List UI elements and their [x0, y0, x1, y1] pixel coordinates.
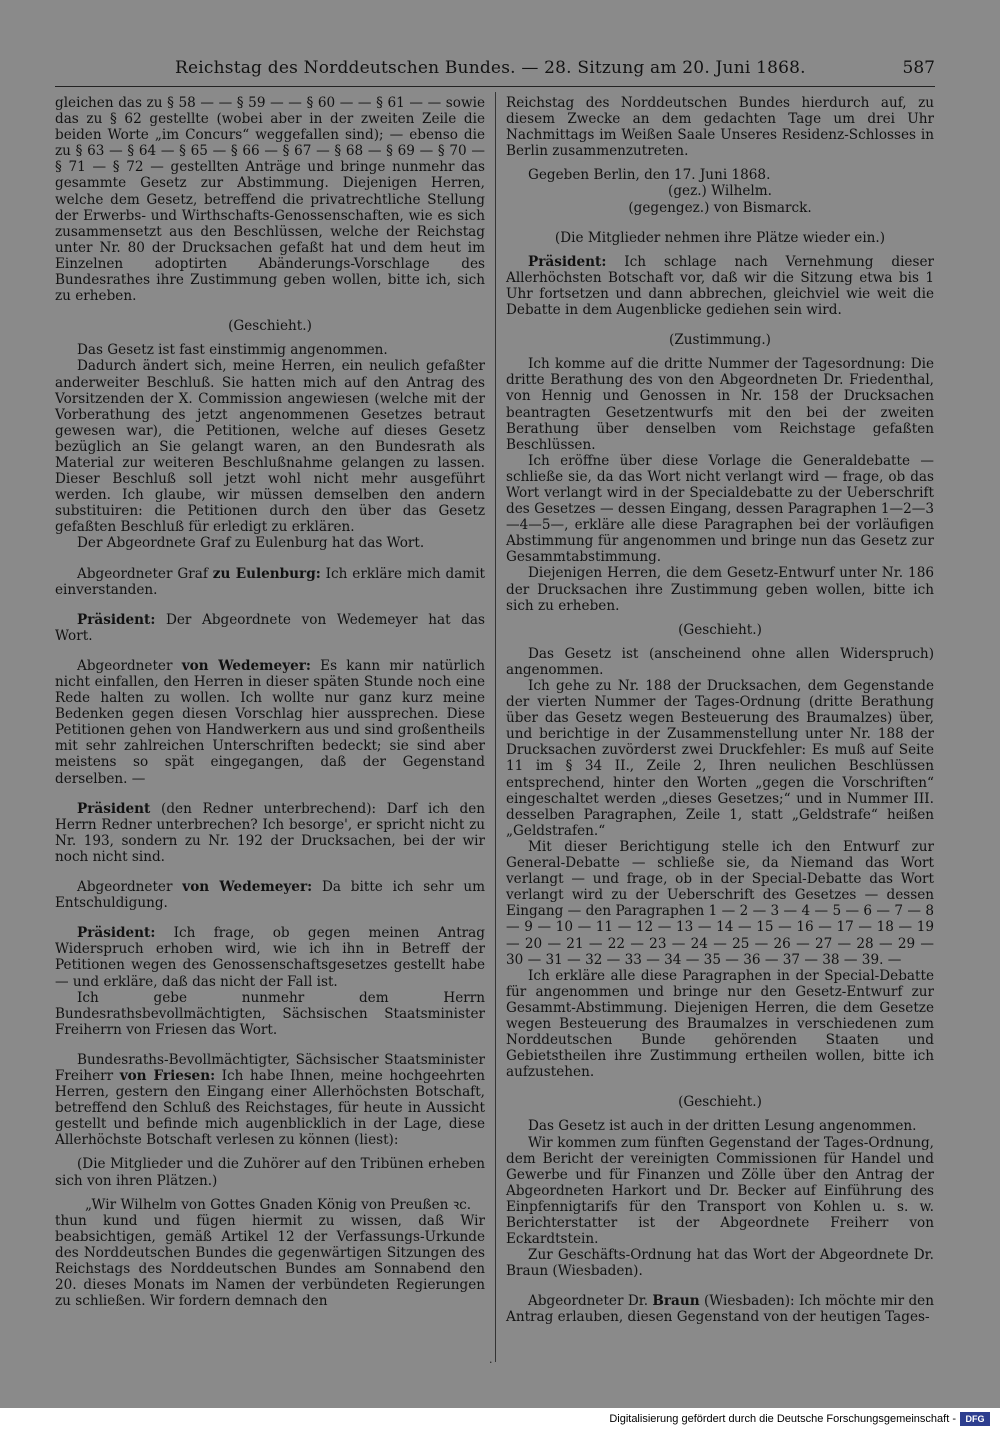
decree-date: Gegeben Berlin, den 17. Juni 1868.	[528, 167, 771, 184]
dfg-logo: DFG	[960, 1412, 990, 1426]
speaker-name: von Friesen:	[119, 1067, 216, 1084]
speech	[55, 1052, 485, 1149]
speaker-name: zu Eulenburg:	[212, 565, 321, 582]
speech-text: Der Abgeordnete von Wedemeyer hat das Wort.	[55, 611, 485, 644]
speaker-name: von Wedemeyer:	[182, 879, 313, 896]
stage-direction: (Geschieht.)	[678, 621, 762, 638]
paragraph: Ich gebe nunmehr dem Herrn Bundesrathsbevollmächtigten, Sächsischen Staatsminister Freiherrn von Friesen das Wort.	[55, 989, 485, 1038]
speech	[506, 254, 934, 318]
speech-text: (den Redner unterbrechend): Darf ich den Herrn Redner unterbrechen? Ich besorge', er spricht nicht zu Nr. 193, sondern zu Nr. 192 der Drucksachen, bei der wir noch nicht sind.	[55, 800, 485, 865]
signature: (gez.) Wilhelm.	[668, 183, 772, 200]
paragraph: Ich komme auf die dritte Nummer der Tagesordnung: Die dritte Berathung des von den Abgeordneten Dr. Friedenthal, von Hennig und Genossen in Nr. 158 der Drucksachen beantragten Gesetzentwurfs mit den bei der zweiten Berathung über denselben vom Reichstage gefaßten Beschlüssen.	[506, 356, 934, 453]
column-divider	[495, 92, 496, 1362]
right-column	[506, 95, 934, 1326]
stage-direction: (Geschieht.)	[678, 1094, 762, 1111]
speech-text: (Wiesbaden): Ich möchte mir den Antrag erlauben, diesen Gegenstand von der heutigen Tages-	[506, 1293, 934, 1326]
paragraph: Ich gehe zu Nr. 188 der Drucksachen, dem Gegenstande der vierten Nummer der Tages-Ordnung (dritte Berathung über das Gesetz wegen Besteuerung des Braumalzes) über, und berichtige in der Zusammenstellung unter Nr. 188 der Drucksachen zuvörderst zwei Druckfehler: Es muß auf Seite 11 im § 34 II., Zeile 2, Ihren neulichen Beschlüssen entsprechend, hinter den Worten „gegen die Vorschriften“ eingeschaltet werden „dieses Gesetzes;“ und in Nummer III. desselben Paragraphen, Zeile 1, statt „Geldstrafe“ heißen „Geldstrafen.“	[506, 678, 934, 839]
decree-opening: „Wir Wilhelm von Gottes Gnaden König von Preußen ꝛc.	[85, 1196, 472, 1213]
page-number: 587	[902, 58, 935, 78]
paragraph: Wir kommen zum fünften Gegenstand der Tages-Ordnung, dem Bericht der vereinigten Commissionen für Handel und Gewerbe und für Finanzen und Zölle über den Antrag der Abgeordneten Harkort und Dr. Becker auf Einführung des Einpfennigtarifs für den Transport von Kohlen u. s. w. Berichterstatter ist der Abgeordnete Freiherr von Eckardtstein.	[506, 1134, 934, 1248]
paragraph: Dadurch ändert sich, meine Herren, ein neulich gefaßter anderweiter Beschluß. Sie hatten mich auf den Antrag des Vorsitzenden der X. Commission angewiesen (welche mit der Vorberathung des jetzt angenommenen Gesetzes betraut gewesen war), die Petitionen, welche auf dieses Gesetz bezüglich an Sie gelangt waren, an den Bundesrath als Material zur weiteren Beschlußnahme gelangen zu lassen. Dieser Beschluß soll jetzt wohl nicht mehr ausgeführt werden. Ich glaube, wir müssen demselben den andern substituiren: die Petitionen durch den über das Gesetz gefaßten Beschluß für erledigt zu erklären.	[55, 358, 485, 536]
stage-direction: (Zustimmung.)	[669, 332, 771, 349]
page-header	[55, 58, 935, 84]
speaker-name: Präsident:	[77, 611, 156, 628]
speech	[55, 801, 485, 865]
speech-text: Ich erkläre mich damit einverstanden.	[55, 565, 486, 598]
ink-mark: ·	[489, 1356, 493, 1369]
paragraph: Ich eröffne über diese Vorlage die Generaldebatte — schließe sie, da das Wort nicht verlangt wird — frage, ob das Wort verlangt wird in der Specialdebatte zu der Ueberschrift des Gesetzes — dessen Eingang, dessen Paragraphen 1—2—3—4—5—, erkläre alle diese Paragraphen bei der vorläufigen Abstimmung für angenommen und bringe nun das Gesetz zur Gesammtabstimmung.	[506, 452, 934, 566]
speaker-name: Präsident:	[77, 925, 156, 942]
speech-text: Da bitte ich sehr um Entschuldigung.	[55, 879, 485, 912]
paragraph: Das Gesetz ist auch in der dritten Lesung angenommen.	[528, 1118, 917, 1135]
stage-direction: (Geschieht.)	[228, 318, 312, 335]
speech-text: Ich frage, ob gegen meinen Antrag Widerspruch erhoben wird, wie ich ihn in Betreff der Petitionen wegen des Genossenschaftsgesetzes gestellt habe — und erkläre, daß das nicht der Fall ist.	[55, 925, 485, 990]
speaker-name: Braun	[652, 1293, 700, 1310]
paragraph: Zur Geschäfts-Ordnung hat das Wort der Abgeordnete Dr. Braun (Wiesbaden).	[506, 1247, 934, 1280]
speaker-prefix: Bundesraths-Bevollmächtigter, Sächsischer Staatsminister Freiherr	[55, 1051, 485, 1084]
speaker-prefix: Abgeordneter Dr.	[528, 1293, 653, 1310]
digitization-footer	[0, 1408, 1000, 1432]
speech	[55, 612, 485, 644]
speech	[55, 879, 485, 911]
speaker-prefix: Abgeordneter	[77, 657, 182, 674]
speaker-name: Präsident:	[528, 253, 607, 270]
speech	[55, 925, 485, 989]
header-rule	[55, 86, 935, 87]
decree-text: Reichstag des Norddeutschen Bundes hierdurch auf, zu diesem Zwecke an dem gedachten Tage um drei Uhr Nachmittags im Weißen Saale Unseres Residenz-Schlosses in Berlin zusammenzutreten.	[506, 95, 934, 160]
speaker-name: von Wedemeyer:	[181, 657, 311, 674]
left-column	[55, 95, 485, 1309]
paragraph: Ich erkläre alle diese Paragraphen in der Special-Debatte für angenommen und bringe nur den Gesetz-Entwurf zur Gesammt-Abstimmung. Diejenigen Herren, die dem Gesetze wegen Besteuerung des Braumalzes in verschiedenen zum Norddeutschen Bunde gehörenden Staaten und Gebietstheilen ihre Zustimmung ertheilen wollen, bitte ich aufzustehen.	[506, 967, 934, 1081]
speech	[506, 1293, 934, 1325]
speech	[55, 658, 485, 787]
paragraph: Der Abgeordnete Graf zu Eulenburg hat das Wort.	[77, 535, 425, 552]
stage-direction: (Die Mitglieder und die Zuhörer auf den Tribünen erheben sich von ihren Plätzen.)	[55, 1156, 485, 1189]
speech-text: Ich schlage nach Vernehmung dieser Allerhöchsten Botschaft vor, daß wir die Sitzung etwa bis 1 Uhr fortsetzen und dann abbrechen, gleichviel wie weit die Debatte in dem Augenblicke gediehen sein wird.	[506, 253, 934, 319]
speaker-prefix: Abgeordneter Graf	[77, 565, 213, 582]
speech-text: Es kann mir natürlich nicht einfallen, den Herren in dieser späten Stunde noch eine Rede halten zu wollen. Ich wollte nur ganz kurz meine Bedenken gegen diesen Vorschlag hier aussprechen. Diese Petitionen gehen von Handwerkern aus und sind großentheils mit sehr zahlreichen Unterschriften bedeckt; sie sind aber meistens so spät eingegangen, daß der Gegenstand derselben. —	[55, 657, 485, 787]
speaker-prefix: Abgeordneter	[77, 879, 183, 896]
paragraph: Diejenigen Herren, die dem Gesetz-Entwurf unter Nr. 186 der Drucksachen ihre Zustimmung geben wollen, bitte ich sich zu erheben.	[506, 565, 934, 614]
stage-direction: (Die Mitglieder nehmen ihre Plätze wieder ein.)	[554, 229, 886, 246]
speaker-name: Präsident	[77, 800, 151, 817]
paragraph: Mit dieser Berichtigung stelle ich den Entwurf zur General-Debatte — schließe sie, da Niemand das Wort verlangt — und frage, ob in der Special-Debatte das Wort verlangt wird zu der Ueberschrift des Gesetzes — dessen Eingang — den Paragraphen 1 — 2 — 3 — 4 — 5 — 6 — 7 — 8 — 9 — 10 — 11 — 12 — 13 — 14 — 15 — 16 — 17 — 18 — 19 — 20 — 21 — 22 — 23 — 24 — 25 — 26 — 27 — 28 — 29 — 30 — 31 — 32 — 33 — 34 — 35 — 36 — 37 — 38 — 39. —	[506, 838, 934, 968]
countersignature: (gegengez.) von Bismarck.	[628, 199, 812, 216]
footer-credit: Digitalisierung gefördert durch die Deutsche Forschungsgemeinschaft -	[609, 1413, 956, 1425]
paragraph: gleichen das zu § 58 — — § 59 — — § 60 — — § 61 — — sowie das zu § 62 gestellte (wobei aber in der zweiten Zeile die beiden Worte „im Concurs“ weggefallen sind); — ebenso die zu § 63 — § 64 — § 65 — § 66 — § 67 — § 68 — § 69 — § 70 — § 71 — § 72 — gestellten Anträge und bringe nunmehr das gesammte Gesetz zur Abstimmung. Diejenigen Herren, welche dem Gesetz, betreffend die privatrechtliche Stellung der Erwerbs- und Wirthschafts-Genossenschaften, wie es sich zusammensetzt aus den Beschlüssen, welche der Reichstag unter Nr. 80 der Drucksachen gefaßt hat und dem heut im Einzelnen adoptirten Abänderungs-Vorschlage des Bundesrathes ihre Zustimmung geben wollen, bitte ich, sich zu erheben.	[55, 95, 485, 305]
paragraph: Das Gesetz ist fast einstimmig angenommen.	[77, 342, 388, 359]
paragraph: Das Gesetz ist (anscheinend ohne allen Widerspruch) angenommen.	[506, 645, 934, 678]
running-title: Reichstag des Norddeutschen Bundes. — 28. Sitzung am 20. Juni 1868.	[175, 58, 806, 78]
speech-text: Ich habe Ihnen, meine hochgeehrten Herren, gestern den Eingang einer Allerhöchsten Botschaft, betreffend den Schluß des Reichstages, für heute in Aussicht gestellt und befinde mich augenblicklich in der Lage, diese Allerhöchste Botschaft verlesen zu können (liest):	[55, 1067, 485, 1149]
speech	[55, 566, 485, 598]
decree-text: thun kund und fügen hiermit zu wissen, daß Wir beabsichtigen, gemäß Artikel 12 der Verfassungs-Urkunde des Norddeutschen Bundes die gegenwärtigen Sitzungen des Reichstags des Norddeutschen Bundes am Sonnabend den 20. dieses Monats im Namen der verbündeten Regierungen zu schließen. Wir fordern demnach den	[55, 1212, 485, 1310]
